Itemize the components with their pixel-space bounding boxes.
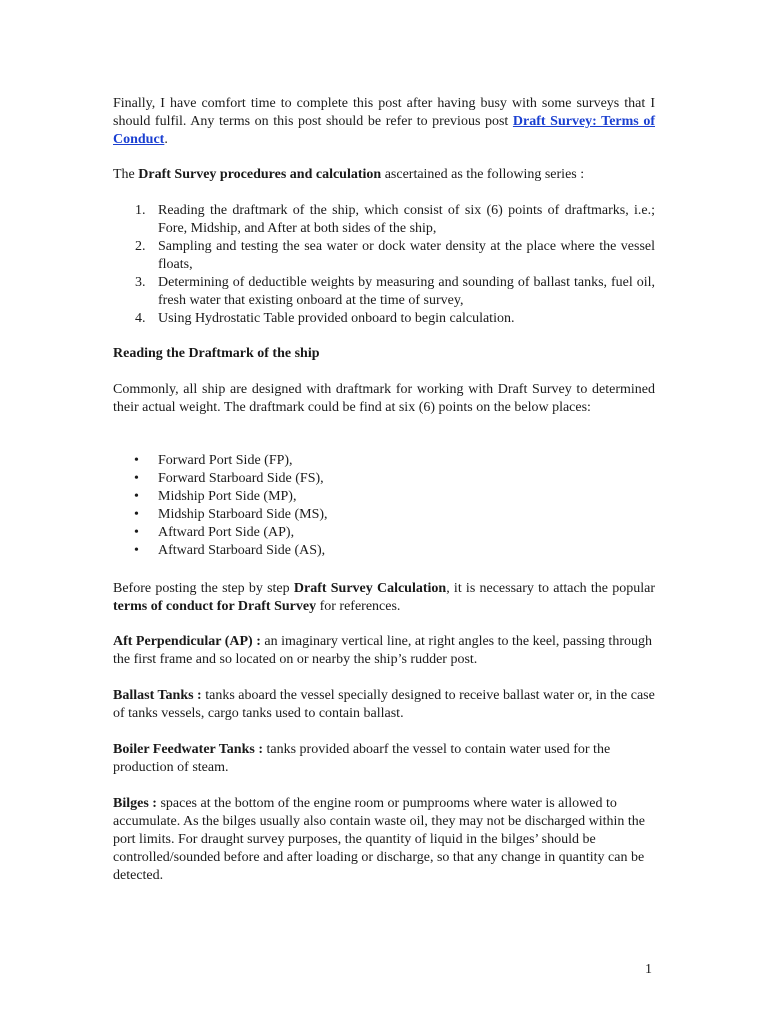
list-item — [113, 202, 655, 238]
term-definition: an imaginary vertical line, at right angles to the keel, passing through the first frame and so located on or nearby the ship’s rudder post. — [113, 634, 652, 667]
bullet: • — [134, 453, 139, 468]
list-item — [113, 470, 655, 488]
bullet: • — [134, 489, 139, 504]
list-item — [113, 452, 655, 470]
list-item — [113, 524, 655, 542]
point-text: Forward Port Side (FP), — [158, 453, 293, 468]
point-text: Midship Starboard Side (MS), — [158, 507, 328, 522]
page-number: 1 — [645, 962, 652, 977]
term-name: Boiler Feedwater Tanks : — [113, 742, 263, 757]
bullet: • — [134, 543, 139, 558]
list-item — [113, 274, 655, 310]
term-name: Bilges : — [113, 796, 157, 811]
list-item — [113, 506, 655, 524]
intro-paragraph — [113, 95, 655, 149]
list-item — [113, 238, 655, 274]
list-item — [113, 542, 655, 560]
point-text: Forward Starboard Side (FS), — [158, 471, 324, 486]
term-definition: tanks aboard the vessel specially designed to receive ballast water or, in the case of tanks vessels, cargo tanks used to contain ballast. — [113, 688, 655, 721]
before-posting-bold: terms of conduct for Draft Survey — [113, 599, 317, 614]
bullet: • — [134, 507, 139, 522]
term-name: Ballast Tanks : — [113, 688, 202, 703]
step-number: 2. — [135, 239, 146, 254]
step-text: Using Hydrostatic Table provided onboard to begin calculation. — [158, 311, 515, 326]
step-number: 1. — [135, 203, 146, 218]
bullet: • — [134, 471, 139, 486]
step-number: 4. — [135, 311, 146, 326]
before-posting-text: for references. — [316, 599, 401, 614]
point-text: Aftward Port Side (AP), — [158, 525, 295, 540]
procedures-text-end: ascertained as the following series : — [381, 167, 585, 182]
section-heading: Reading the Draftmark of the ship — [113, 346, 320, 361]
bullet: • — [134, 525, 139, 540]
term-name: Aft Perpendicular (AP) : — [113, 634, 261, 649]
step-text: Determining of deductible weights by measuring and sounding of ballast tanks, fuel oil, fresh water that existing onboard at the time of survey, — [158, 275, 655, 308]
list-item — [113, 310, 655, 328]
before-posting-text: , it is necessary to attach the popular — [446, 581, 655, 596]
term-paragraph — [113, 741, 655, 777]
term-paragraph — [113, 633, 655, 669]
term-definition: spaces at the bottom of the engine room or pumprooms where water is allowed to accumulate. As the bilges usually also contain waste oil, they may not be discharged within the port limits. For draught survey purposes, the quantity of liquid in the bilges’ should be controlled/sounded before and after loading or discharge, so that any change in quantity can be detected. — [113, 796, 646, 883]
intro-text: Finally, I have comfort time to complete this post after having busy with some surveys that I should fulfil. Any terms on this post should be refer to previous post — [113, 96, 655, 129]
before-posting-paragraph — [113, 580, 655, 616]
step-text: Sampling and testing the sea water or dock water density at the place where the vessel floats, — [158, 239, 655, 272]
commonly-paragraph: Commonly, all ship are designed with draftmark for working with Draft Survey to determined their actual weight. The draftmark could be find at six (6) points on the below places: — [113, 382, 655, 415]
step-text: Reading the draftmark of the ship, which consist of six (6) points of draftmarks, i.e.; Fore, Midship, and After at both sides of the ship, — [158, 203, 655, 236]
step-number: 3. — [135, 275, 146, 290]
before-posting-text: Before posting the step by step — [113, 581, 294, 596]
draft-survey-terms-link[interactable]: Draft Survey: Terms of Conduct — [113, 114, 656, 147]
term-paragraph — [113, 795, 655, 885]
term-definition: tanks provided aboarf the vessel to contain water used for the production of steam. — [113, 742, 611, 775]
draftmark-points-list — [113, 452, 655, 560]
intro-text-end: . — [164, 132, 168, 147]
list-item — [113, 488, 655, 506]
point-text: Midship Port Side (MP), — [158, 489, 297, 504]
procedures-paragraph — [113, 166, 655, 184]
procedures-text: The — [113, 167, 139, 182]
procedures-bold: Draft Survey procedures and calculation — [138, 167, 382, 182]
procedure-steps-list — [113, 202, 655, 328]
before-posting-bold: Draft Survey Calculation — [293, 581, 447, 596]
point-text: Aftward Starboard Side (AS), — [158, 543, 326, 558]
term-paragraph — [113, 687, 655, 723]
